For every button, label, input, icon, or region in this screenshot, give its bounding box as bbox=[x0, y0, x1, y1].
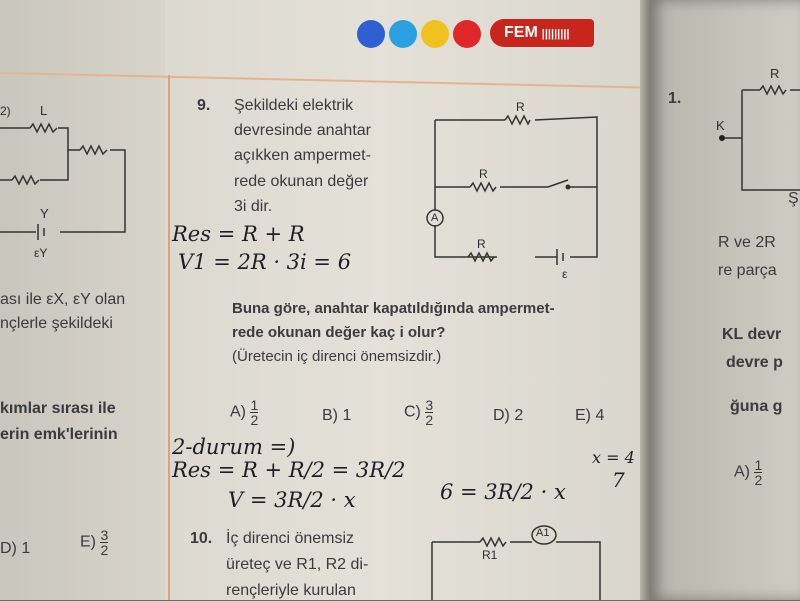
question-9-note: (Üretecin iç direnci önemsizdir.) bbox=[232, 348, 442, 365]
question-9-text-line: rede okunan değer bbox=[234, 173, 369, 190]
handwritten-line: V = 3R/2 · x bbox=[228, 488, 356, 512]
right-text-line: devre p bbox=[726, 354, 783, 371]
option-d: D) 2 bbox=[493, 407, 524, 424]
question-10-text-line: üreteç ve R1, R2 di- bbox=[226, 556, 369, 573]
question-9-text-line: 3i dir. bbox=[234, 198, 273, 215]
handwritten-line: V1 = 2R · 3i = 6 bbox=[178, 250, 352, 274]
left-option-e bbox=[80, 528, 108, 557]
question-9-text-line: Şekildeki elektrik bbox=[234, 97, 354, 114]
option-c bbox=[404, 398, 433, 427]
left-label-l: L bbox=[40, 103, 48, 118]
right-option-a-numerator: 1 bbox=[754, 457, 763, 473]
circuit-label-r3: R bbox=[477, 237, 486, 251]
option-c-fraction bbox=[425, 398, 433, 427]
right-option-a-fraction bbox=[754, 458, 762, 487]
question-9-prompt: rede okunan değer kaç i olur? bbox=[232, 324, 446, 341]
handwritten-line: x = 4 bbox=[592, 448, 635, 467]
option-c-label: C) bbox=[404, 403, 421, 421]
handwritten-line: 2-durum =) bbox=[172, 435, 296, 459]
left-option-e-fraction bbox=[100, 528, 108, 557]
handwritten-line: 6 = 3R/2 · x bbox=[440, 480, 566, 504]
question-9-prompt: Buna göre, anahtar kapatıldığında ampermet- bbox=[232, 300, 555, 317]
q10-ammeter-label: A1 bbox=[536, 527, 550, 539]
left-text-line: kımlar sırası ile bbox=[0, 400, 116, 417]
left-label-y: Y bbox=[40, 206, 49, 221]
left-text-line: nçlerle şekildeki bbox=[0, 315, 113, 332]
q10-label-r1: R1 bbox=[482, 548, 498, 562]
right-option-a-label: A) bbox=[734, 463, 750, 481]
option-a-fraction bbox=[250, 398, 258, 427]
question-9-text-line: devresinde anahtar bbox=[234, 122, 371, 139]
handwritten-line: Res = R + R/2 = 3R/2 bbox=[172, 458, 406, 482]
option-a-label: A) bbox=[230, 403, 246, 421]
question-9-text-line: açıkken ampermet- bbox=[234, 147, 371, 164]
right-label-r: R bbox=[770, 66, 780, 81]
right-label-s: Ş bbox=[788, 190, 799, 207]
question-9-number: 9. bbox=[197, 97, 211, 114]
right-text-line: re parça bbox=[718, 262, 777, 279]
option-a-numerator: 1 bbox=[250, 397, 259, 413]
right-option-a bbox=[734, 458, 762, 487]
option-a bbox=[230, 398, 258, 427]
ammeter-label: A bbox=[431, 212, 439, 224]
option-b: B) 1 bbox=[322, 407, 352, 424]
left-label-ey: εY bbox=[34, 246, 48, 260]
right-text-line: KL devr bbox=[722, 326, 782, 343]
brand-name: FEM bbox=[504, 24, 538, 41]
question-10-number: 10. bbox=[190, 530, 213, 547]
source-label: ε bbox=[562, 267, 568, 281]
right-text-line: R ve 2R bbox=[718, 234, 776, 251]
right-label-k: K bbox=[716, 118, 725, 133]
circuit-label-r1: R bbox=[516, 100, 525, 114]
left-option-e-label: E) bbox=[80, 533, 96, 551]
left-option-e-denominator: 2 bbox=[100, 542, 109, 558]
right-text-line: ğuna g bbox=[730, 398, 783, 415]
handwritten-line: 7 bbox=[612, 468, 625, 492]
right-option-a-denominator: 2 bbox=[754, 472, 763, 488]
left-number: 2) bbox=[0, 104, 11, 118]
brand-suffix: ||||||||| bbox=[541, 28, 570, 40]
circuit-label-r2: R bbox=[479, 167, 488, 181]
handwritten-line: Res = R + R bbox=[172, 222, 305, 246]
right-number: 1. bbox=[668, 90, 682, 107]
left-option-e-numerator: 3 bbox=[100, 527, 109, 543]
option-c-denominator: 2 bbox=[425, 412, 434, 428]
option-e: E) 4 bbox=[575, 407, 605, 424]
question-10-text-line: rençleriyle kurulan bbox=[226, 582, 356, 599]
left-text-line: ası ile εX, εY olan bbox=[0, 291, 126, 308]
left-text-line: erin emk'lerinin bbox=[0, 426, 118, 443]
option-c-numerator: 3 bbox=[425, 397, 434, 413]
left-option-d: D) 1 bbox=[0, 540, 31, 557]
question-10-text-line: İç direnci önemsiz bbox=[226, 530, 355, 547]
option-a-denominator: 2 bbox=[250, 412, 259, 428]
